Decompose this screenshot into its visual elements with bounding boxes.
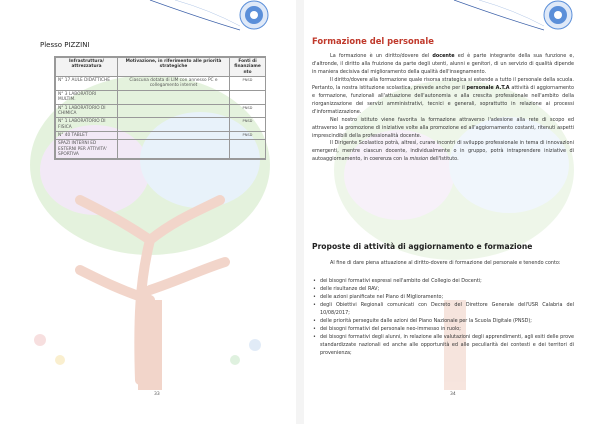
section-body [312,53,574,164]
right-page [304,0,600,424]
section-title: Formazione del personale [312,36,434,46]
paragraph [312,53,574,77]
table-cell: N° 3 LABORATORI MULTIM. [56,90,118,104]
text-run: attività di aggiornamento e formazione, funzionali all'attuazione dell'autonomia e alla crescita professionale nell'ambito della riorganizzazione dei servizi amministrativi, tecnici e generali, soprattutto in relazione ai processi d'informatizzazione. [312,84,574,115]
plesso-label: Plesso PIZZINI [40,41,90,49]
table-cell: N° 40 TABLET [56,131,118,139]
text-run: Il diritto/dovere alla formazione quale risorsa strategica si estende a tutto il personale della scuola. Pertanto, la nostra istituzione scolastica, prevede anche per il [312,76,574,91]
table-cell: Ciascuna dotata di LIM con annesso PC e collegamento internet [118,77,230,91]
table-row [56,118,266,132]
page-gutter [296,0,304,424]
list-item: • delle risultanze del RAV; [312,286,574,294]
table-cell [118,131,230,139]
subsection-intro [312,260,574,268]
table-cell: N° 1 LABORATORIO DI FISICA [56,118,118,132]
table-cell [118,140,230,159]
bold-text: docente [432,53,455,59]
table-cell [118,118,230,132]
list-item: • dei bisogni formativi espressi nell'ambito del Collegio dei Docenti; [312,278,574,286]
column-header: Fonti di finanziame nto [230,58,266,77]
column-header: Infrastruttura/ attrezzatura [56,58,118,77]
table-cell: N° 1 LABORATORIO DI CHIMICA [56,104,118,118]
table-cell: PNSD [230,131,266,139]
list-item: • delle priorità perseguite dalle azioni del Piano Nazionale per la Scuola Digitale (PNSD); [312,318,574,326]
italic-text: mission [409,156,429,163]
table-row [56,140,266,159]
table-cell [118,90,230,104]
subsection-title: Proposte di attività di aggiornamento e formazione [312,242,533,251]
bold-text: personale A.T.A [466,84,510,91]
table-row [56,131,266,139]
page-number: 34 [450,392,456,397]
table-cell: PNSD [230,77,266,91]
table-row [56,104,266,118]
infrastructure-table [54,56,266,160]
table-cell [230,90,266,104]
bullet-list [312,278,574,358]
left-page [0,0,296,424]
table-header-row [56,58,266,77]
table-cell: SPAZI INTERNI ED ESTERNI PER ATTIVITA' SPORTIVA [56,140,118,159]
text-run: Il Dirigente Scolastico potrà, altresì, curare incontri di sviluppo professionale in tema di innovazioni emergenti, mentre ciascun docente, individualmente o in gruppo, potrà intraprendere iniziative di autoaggiornamento, in coerenza con la [312,140,574,163]
table-cell: N° 17 AULE DIDATTICHE [56,77,118,91]
table-cell: PNSD [230,104,266,118]
table-cell [118,104,230,118]
paragraph [312,77,574,117]
text-run: ed è parte integrante della sua funzione e, d'altronde, il diritto alla fruizione da parte degli utenti, alunni e genitori, di un servizio di qualità dipende in maniera decisiva dal miglioramento della qualità dell'insegnamento. [312,53,574,75]
table-row [56,77,266,91]
paragraph [312,140,574,164]
table-row [56,90,266,104]
list-item: • dei bisogni formativi degli alunni, in relazione alle valutazioni degli apprendimenti, agli esiti delle prove standardizzate nazionali ed anche alle opportunità ed alle peculiarità dei contesti e dei territori di provenienza; [312,334,574,358]
table-cell [230,140,266,159]
text-run: dell'Istituto. [428,156,459,163]
list-item: • delle azioni pianificate nel Piano di Miglioramento; [312,294,574,302]
paragraph: Nel nostro istituto viene favorita la formazione attraverso l'adesione alla rete di scopo ed attraverso la promozione di iniziative volte alla promozione ed all'aggiornamento costanti, ritenuti aspetti imprescindibili della professionalità docente. [312,116,574,139]
table-cell: PNSD [230,118,266,132]
text-run: La formazione è un diritto/dovere del [330,53,433,59]
page-number: 33 [154,392,160,397]
column-header: Motivazione, in riferimento alle priorità strategiche [118,58,230,77]
list-item: • dei bisogni formativi del personale neo-immesso in ruolo; [312,326,574,334]
list-item: • degli Obiettivi Regionali comunicati con Decreto del Direttore Generale dell'USR Calabria del 10/08/2017; [312,302,574,318]
paragraph: Al fine di dare piena attuazione al diritto-dovere di formazione del personale e tenendo conto: [330,260,561,266]
